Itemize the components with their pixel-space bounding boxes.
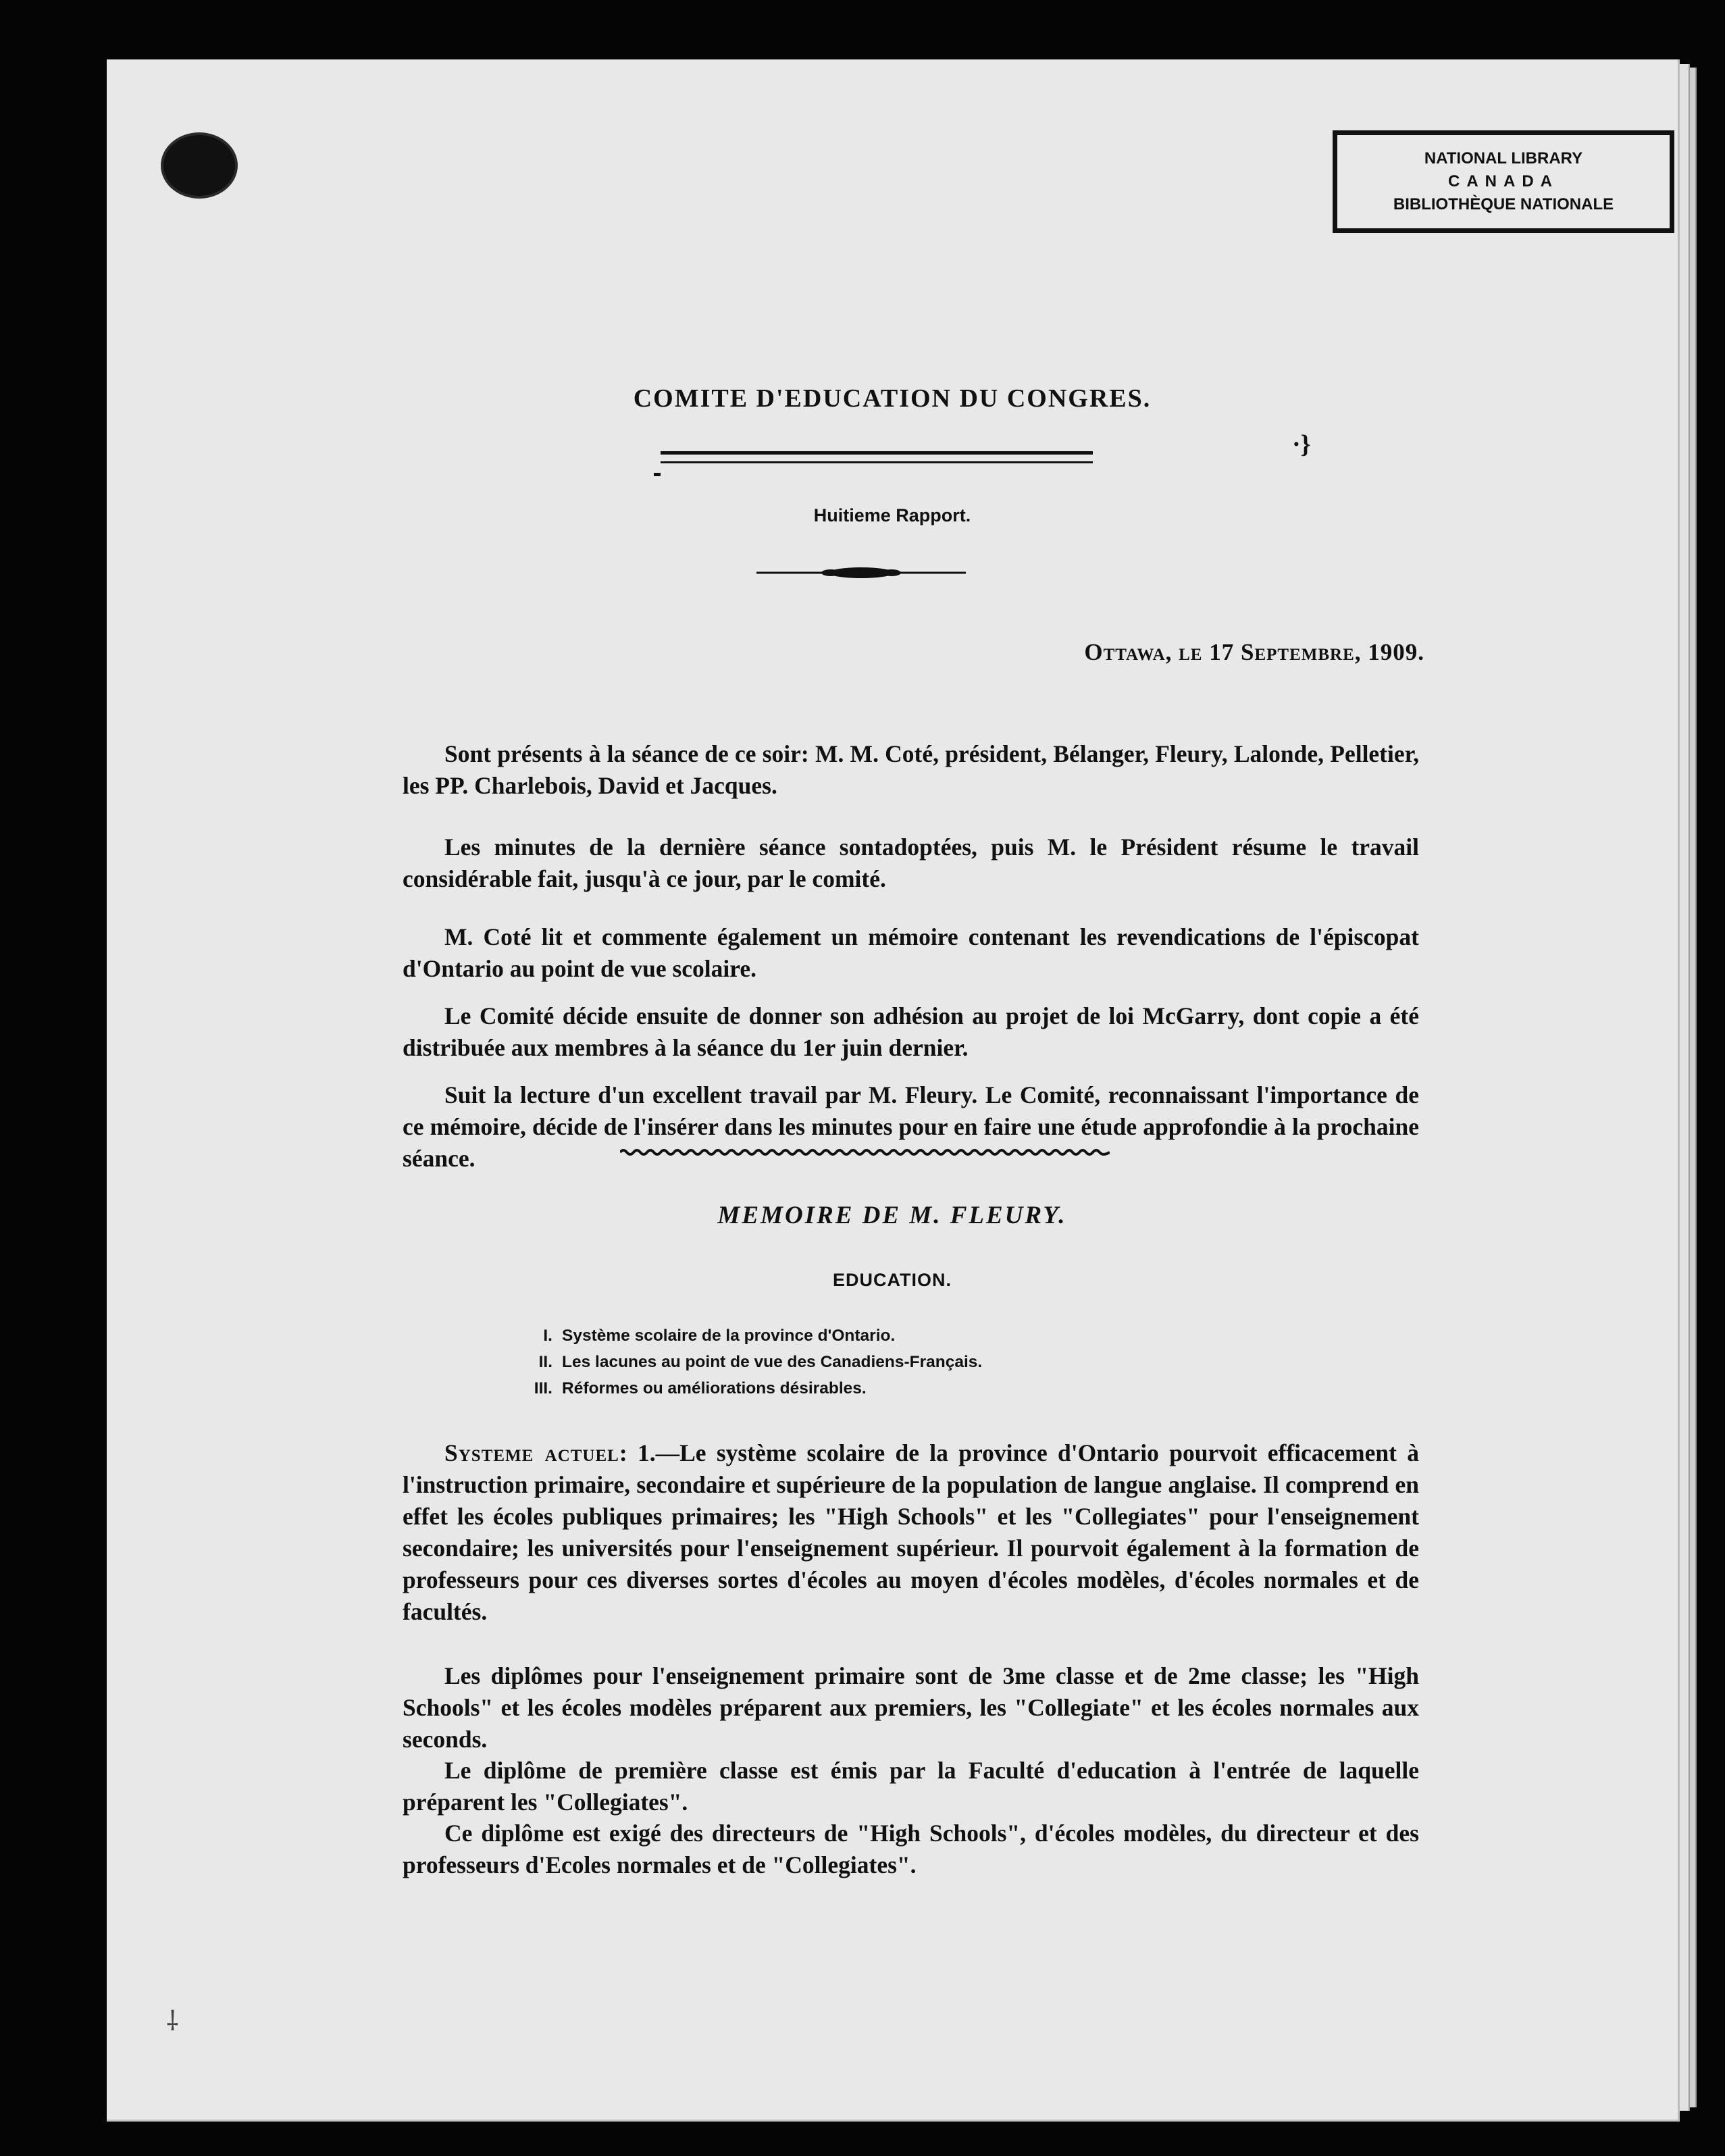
toc-text: Réformes ou améliorations désirables. (562, 1379, 867, 1397)
paragraph-mcgarry: Le Comité décide ensuite de donner son adhésion au projet de loi McGarry, dont copie a été distribuée aux membres à la séance du 1er juin dernier. (403, 1002, 1419, 1061)
report-subtitle: Huitieme Rapport. (813, 505, 971, 525)
wavy-divider (620, 1146, 1110, 1159)
lead-label: Systeme actuel (444, 1439, 619, 1466)
paragraph-diplomes: Les diplômes pour l'enseignement primaire sont de 3me classe et de 2me classe; les "High Schools" et les écoles modèles préparent aux premiers, les "Collegiate" et les écoles normales aux seconds. (403, 1662, 1419, 1753)
toc-number: II. (538, 1353, 552, 1371)
report-date: Ottawa, le 17 Septembre, 1909. (1084, 639, 1424, 665)
paragraph-fleury: Suit la lecture d'un excellent travail par M. Fleury. Le Comité, reconnaissant l'importance de ce mémoire, décide de l'insérer dans les minutes pour en faire une étude approfondie à la prochaine séance. (403, 1081, 1419, 1172)
paragraph-cote: M. Coté lit et commente également un mémoire contenant les revendications de l'épiscopat d'Ontario au point de vue scolaire. (403, 923, 1419, 982)
document-page (107, 59, 1680, 2122)
section-heading: EDUCATION. (833, 1270, 952, 1290)
stamp-line-3: BIBLIOTHÈQUE NATIONALE (1393, 195, 1614, 213)
paragraph-systeme-actuel (403, 1437, 1419, 1628)
paragraph-minutes: Les minutes de la dernière séance sontadoptées, puis M. le Président résume le travail considérable fait, jusqu'à ce jour, par le comité. (403, 833, 1419, 892)
toc-item (525, 1323, 982, 1349)
toc-text: Les lacunes au point de vue des Canadiens-Français. (562, 1353, 983, 1371)
toc-item (525, 1375, 982, 1402)
ornament-divider (756, 565, 966, 581)
paragraph-attendance: Sont présents à la séance de ce soir: M. M. Coté, président, Bélanger, Fleury, Lalonde, Pelletier, les PP. Charlebois, David et Jacques. (403, 740, 1419, 799)
memoire-title: MEMOIRE DE M. FLEURY. (717, 1202, 1067, 1229)
toc-number: III. (534, 1379, 552, 1397)
punch-hole (163, 135, 235, 196)
stamp-line-1: NATIONAL LIBRARY (1424, 149, 1583, 168)
table-of-contents (525, 1323, 982, 1402)
paragraph-directeurs: Ce diplôme est exigé des directeurs de "High Schools", d'écoles modèles, du directeur et des professeurs d'Ecoles normales et de "Collegiates". (403, 1820, 1419, 1878)
margin-mark: ·} (1292, 430, 1311, 459)
margin-speck: ⸸ (166, 2006, 179, 2036)
library-stamp (1333, 130, 1674, 233)
paragraph-premiere-classe: Le diplôme de première classe est émis par la Faculté d'education à l'entrée de laquelle préparent les "Collegiates". (403, 1757, 1419, 1816)
lead-text: : 1.—Le système scolaire de la province d'Ontario pourvoit efficacement à l'instruction primaire, secondaire et supérieure de la population de langue anglaise. Il comprend en effet les écoles publiques primaires; les "High Schools" et les "Collegiates" pour l'enseignement secondaire; les universités pour l'enseignement supérieur. Il pourvoit également à la formation de professeurs pour ces diverses sortes d'écoles au moyen d'écoles modèles, d'écoles normales et de facultés. (403, 1439, 1419, 1625)
rule-dot (654, 473, 661, 476)
toc-text: Système scolaire de la province d'Ontario. (562, 1327, 896, 1345)
stamp-line-2: CANADA (1448, 172, 1559, 190)
toc-item (525, 1349, 982, 1375)
page-title: COMITE D'EDUCATION DU CONGRES. (633, 384, 1152, 413)
title-rule (661, 451, 1093, 463)
toc-number: I. (543, 1327, 552, 1345)
